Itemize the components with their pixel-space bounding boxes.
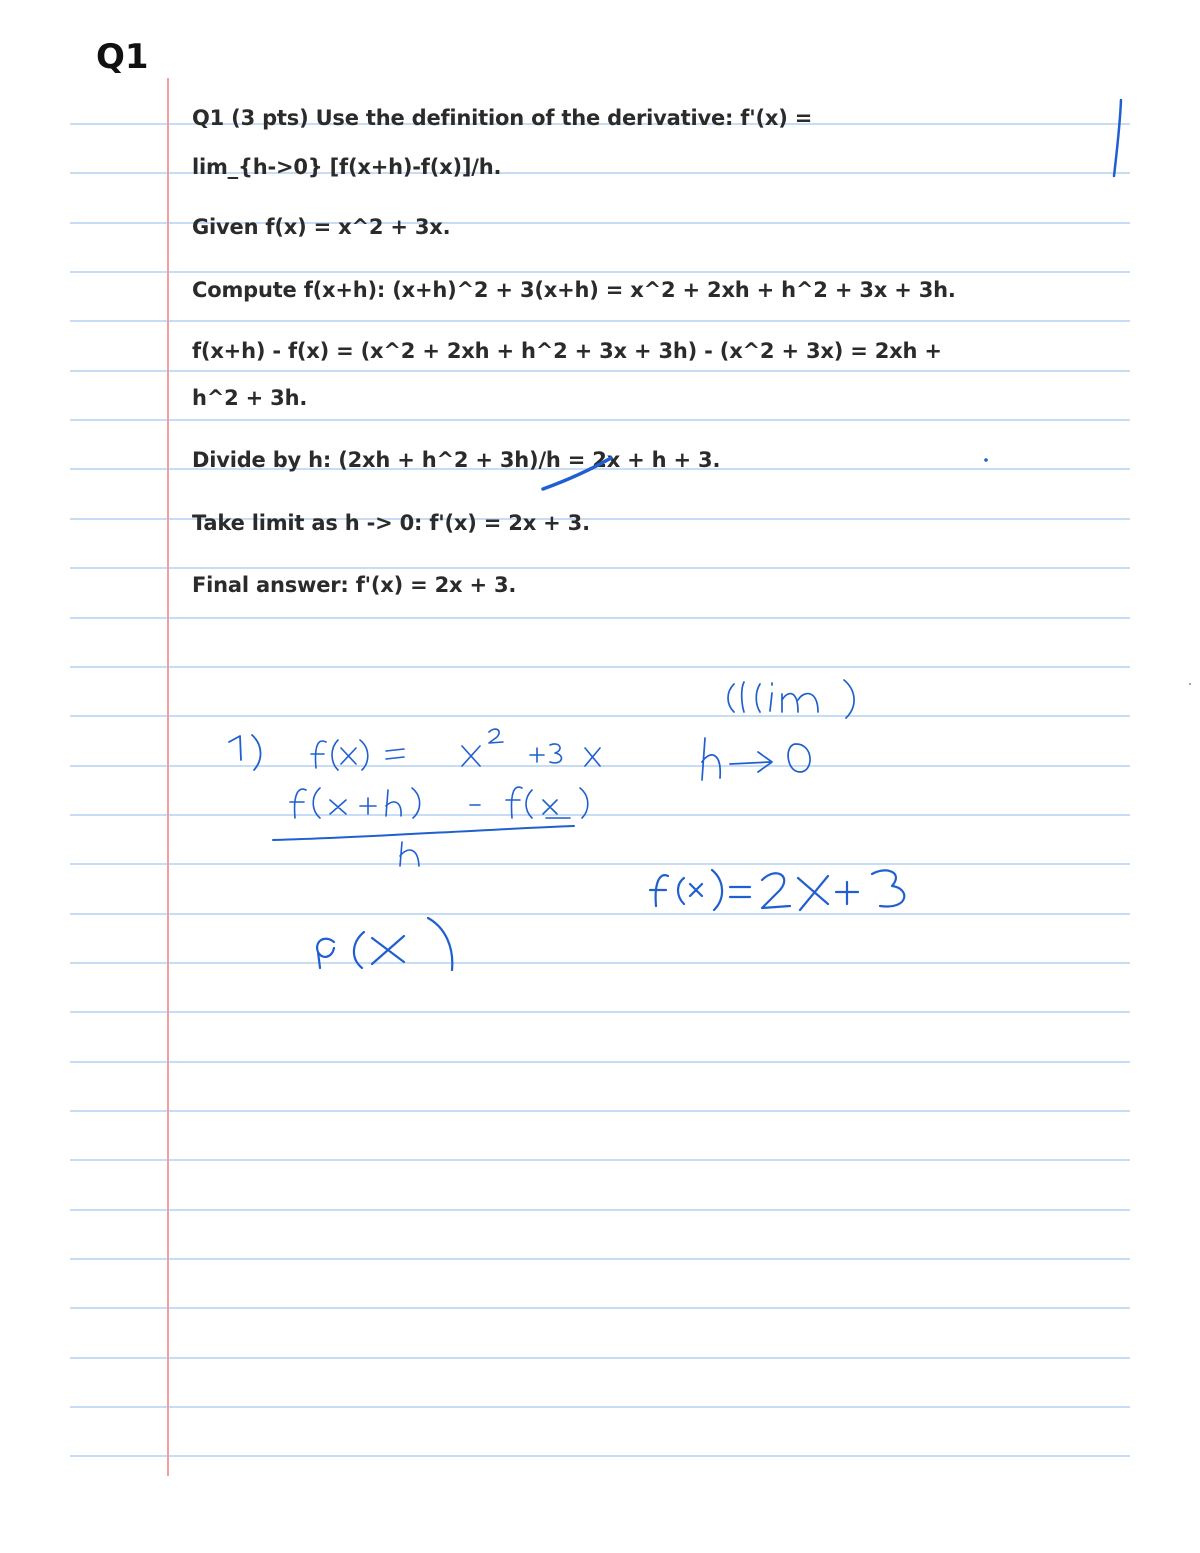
limit-line: Take limit as h -> 0: f'(x) = 2x + 3. — [192, 511, 590, 535]
difference-line-1: f(x+h) - f(x) = (x^2 + 2xh + h^2 + 3x + 3h) - (x^2 + 3x) = 2xh + — [192, 339, 942, 363]
rule-lines — [70, 124, 1130, 1456]
question-line-2: lim_{h->0} [f(x+h)-f(x)]/h. — [192, 155, 502, 179]
question-line-1: Q1 (3 pts) Use the definition of the derivative: f'(x) = — [192, 106, 813, 130]
final-answer-line: Final answer: f'(x) = 2x + 3. — [192, 573, 517, 597]
page-title: Q1 — [96, 37, 149, 77]
compute-line: Compute f(x+h): (x+h)^2 + 3(x+h) = x^2 + 2xh + h^2 + 3x + 3h. — [192, 278, 956, 302]
given-line: Given f(x) = x^2 + 3x. — [192, 215, 451, 239]
difference-line-2: h^2 + 3h. — [192, 386, 308, 410]
divide-line: Divide by h: (2xh + h^2 + 3h)/h = 2x + h + 3. — [192, 448, 721, 472]
